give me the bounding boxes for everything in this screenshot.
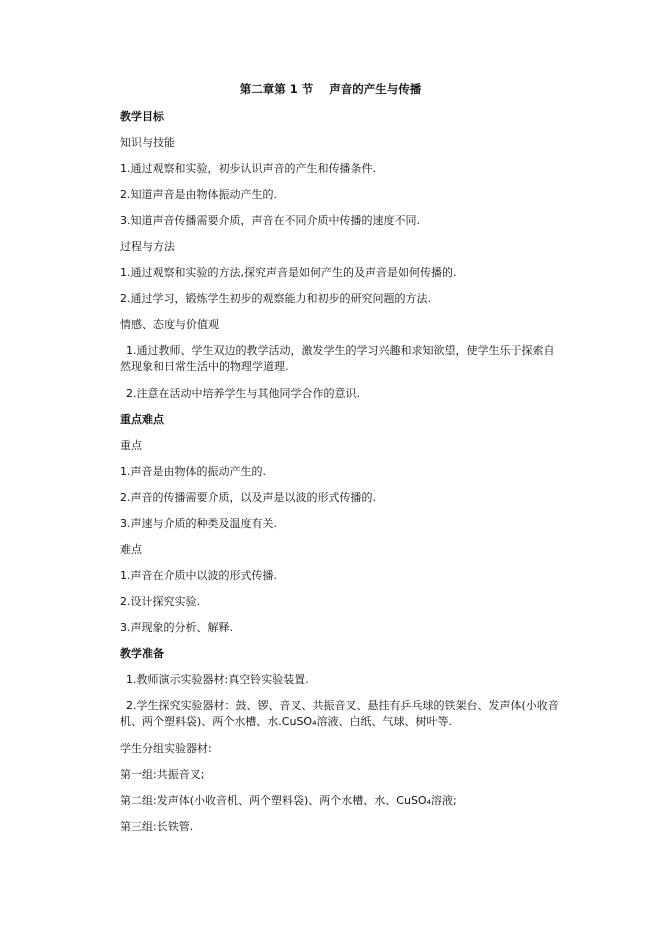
document-body (120, 109, 560, 834)
paragraph: 1.通过教师、学生双边的教学活动，激发学生的学习兴趣和求知欲望，使学生乐于探索自然现象和日常生活中的物理学道理. (120, 344, 555, 373)
paragraph: 2.知道声音是由物体振动产生的. (120, 188, 277, 201)
subsection-heading: 难点 (120, 543, 142, 556)
paragraph: 2.声音的传播需要介质，以及声是以波的形式传播的. (120, 491, 376, 504)
paragraph: 第二组:发声体(小收音机、两个塑料袋)、两个水槽、水、CuSO₄溶液; (120, 794, 457, 807)
paragraph: 2.注意在活动中培养学生与其他同学合作的意识. (126, 387, 360, 400)
subsection-heading: 过程与方法 (120, 240, 175, 253)
paragraph: 1.声音在介质中以波的形式传播. (120, 569, 277, 582)
section-heading: 重点难点 (120, 413, 164, 426)
paragraph: 1.通过观察和实验的方法,探究声音是如何产生的及声音是如何传播的. (120, 266, 457, 279)
page-title: 第二章第 1 节 声音的产生与传播 (239, 82, 422, 96)
paragraph: 第三组:长铁管. (120, 820, 194, 833)
paragraph: 2.学生探究实验器材：鼓、锣、音叉、共振音叉、悬挂有乒乓球的铁架台、发声体(小收音机、两个塑料袋)、两个水槽、水.CuSO₄溶液、白纸、气球、树叶等. (120, 699, 559, 728)
subsection-heading: 重点 (120, 439, 142, 452)
subsection-heading: 情感、态度与价值观 (120, 318, 219, 331)
paragraph: 3.知道声音传播需要介质，声音在不同介质中传播的速度不同. (120, 214, 420, 227)
subsection-heading: 学生分组实验器材: (120, 742, 212, 755)
paragraph: 3.声现象的分析、解释. (120, 621, 233, 634)
subsection-heading: 知识与技能 (120, 136, 175, 149)
section-heading: 教学目标 (120, 110, 164, 123)
paragraph: 1.教师演示实验器材:真空铃实验装置. (126, 673, 309, 686)
paragraph: 2.设计探究实验. (120, 595, 200, 608)
paragraph: 1.声音是由物体的振动产生的. (120, 465, 266, 478)
paragraph: 3.声速与介质的种类及温度有关. (120, 517, 277, 530)
paragraph: 2.通过学习，锻炼学生初步的观察能力和初步的研究问题的方法. (120, 292, 431, 305)
paragraph: 1.通过观察和实验，初步认识声音的产生和传播条件. (120, 162, 376, 175)
section-heading: 教学准备 (120, 647, 164, 660)
paragraph: 第一组:共振音叉; (120, 768, 205, 781)
